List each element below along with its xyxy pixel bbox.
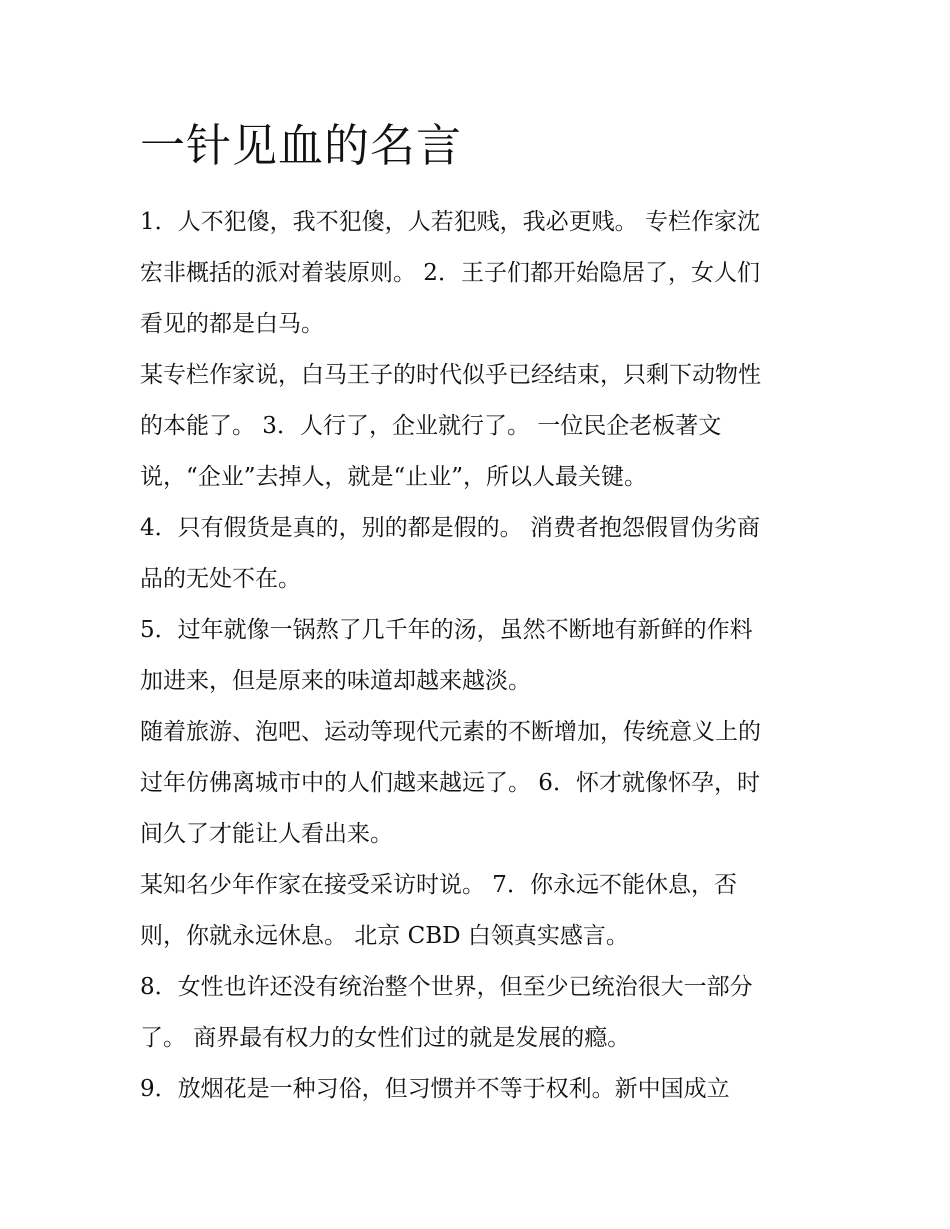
text-line: 宏非概括的派对着装原则。 2．王子们都开始隐居了，女人们 <box>140 260 760 286</box>
text-line: 某专栏作家说，白马王子的时代似乎已经结束，只剩下动物性 <box>140 362 761 388</box>
text-line: 5．过年就像一锅熬了几千年的汤，虽然不断地有新鲜的作料 <box>140 617 753 643</box>
page-title: 一针见血的名言 <box>140 119 463 172</box>
text-line: 8．女性也许还没有统治整个世界，但至少已统治很大一部分 <box>140 974 753 1000</box>
text-line: 则，你就永远休息。 北京 CBD 白领真实感言。 <box>140 923 629 949</box>
text-line: 9．放烟花是一种习俗，但习惯并不等于权利。新中国成立 <box>140 1076 730 1102</box>
text-line: 4．只有假货是真的，别的都是假的。 消费者抱怨假冒伪劣商 <box>140 515 760 541</box>
text-line: 加进来，但是原来的味道却越来越淡。 <box>140 668 531 694</box>
text-line: 随着旅游、泡吧、运动等现代元素的不断增加，传统意义上的 <box>140 719 761 745</box>
text-line: 间久了才能让人看出来。 <box>140 821 393 847</box>
text-line: 某知名少年作家在接受采访时说。 7．你永远不能休息，否 <box>140 872 737 898</box>
text-line: 了。 商界最有权力的女性们过的就是发展的瘾。 <box>140 1025 631 1051</box>
text-line: 说，“企业”去掉人，就是“止业”，所以人最关键。 <box>140 464 648 490</box>
text-line: 品的无处不在。 <box>140 566 301 592</box>
text-line: 1．人不犯傻，我不犯傻，人若犯贱，我必更贱。 专栏作家沈 <box>140 209 760 235</box>
body-text <box>140 197 840 1115</box>
text-line: 的本能了。 3．人行了，企业就行了。 一位民企老板著文 <box>140 413 722 439</box>
text-line: 过年仿佛离城市中的人们越来越远了。 6．怀才就像怀孕，时 <box>140 770 760 796</box>
text-line: 看见的都是白马。 <box>140 311 324 337</box>
